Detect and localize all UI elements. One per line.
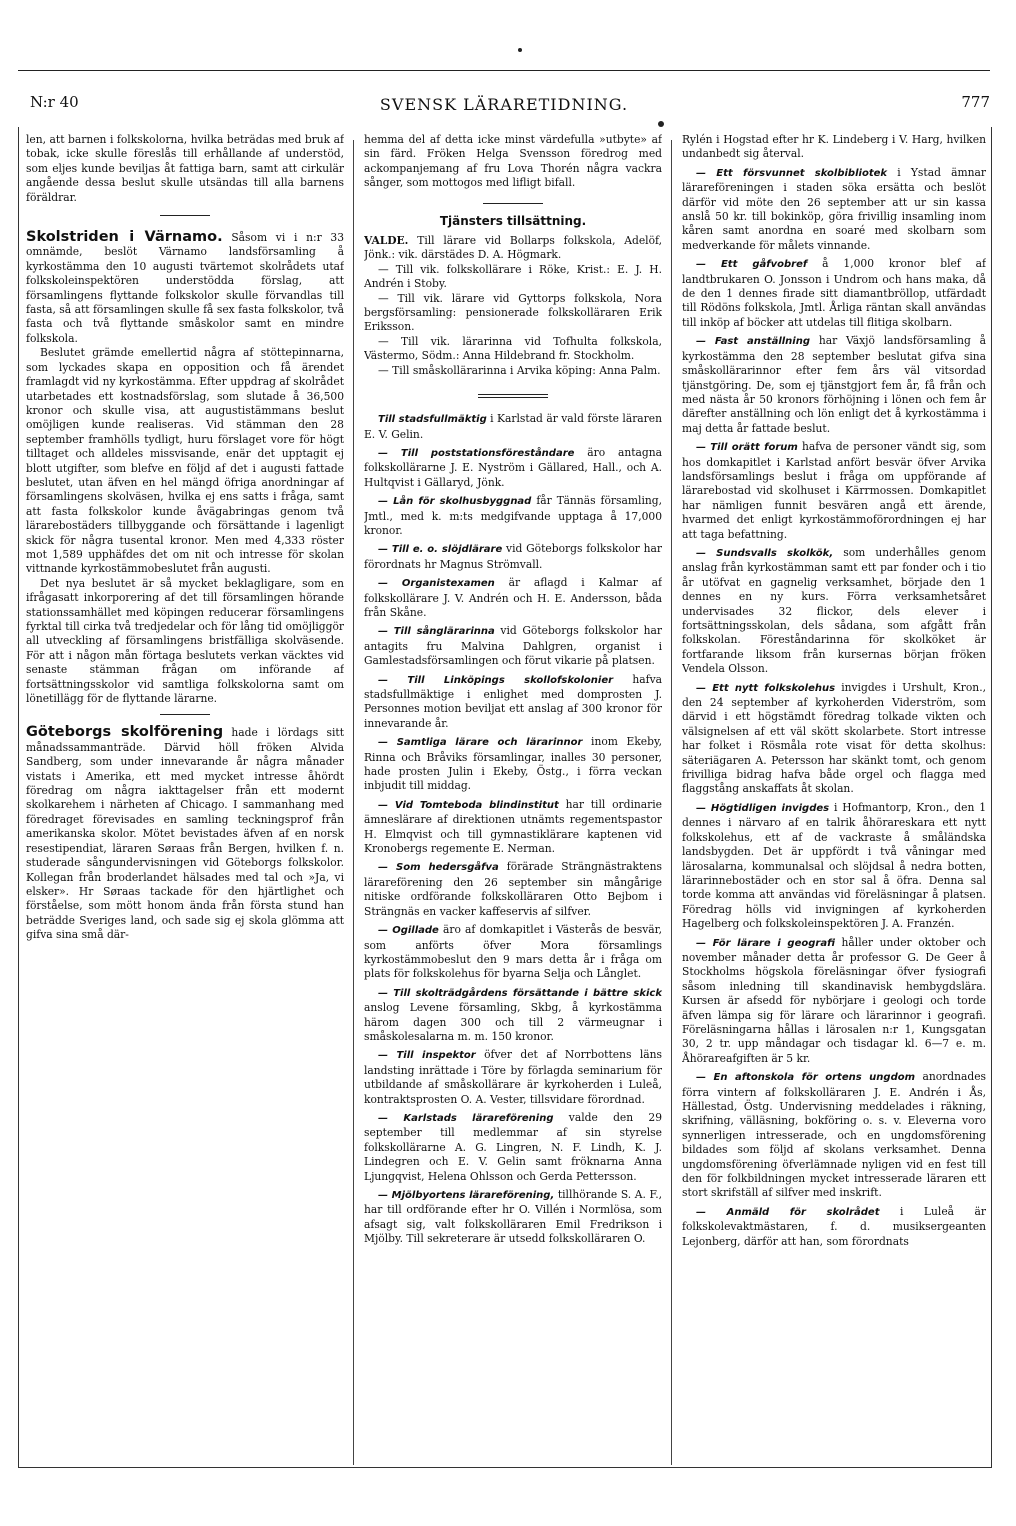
news-item: — Till inspektor öfver det af Norrbottens läns landsting inrättade i Töre by förlagda seminarium för utbildande af småskollärare är kyrkoherden i Luleå, kontraktsprosten O. A. Vester, tillsvidare förordnad. [364,1048,662,1106]
column-1 [26,133,344,1463]
varnamo-paragraph-2: Beslutet grämde emellertid några af stöttepinnarna, som lyckades skapa en opposition och få ärendet framlagdt vid ny kyrkostämma. Efter uppdrag af skolrådet utarbetades ett kostnadsförslag, som slutade å 36,500 kronor och skulle visa, att augustistämmans beslut omöjligen kunde realiseras. Vid stämman den 28 september framhölls tydligt, huru förslaget vore för högt tilltaget och alldeles missvisande, enär det upptagit ej blott utgifter, som blefve en följd af det i augusti fattade beslutet, utan äfven en hel mängd öfriga anordningar af församlingens skolväsen, hvilka ej ens satts i fråga, samt att fasta folkskolor kunde åvägabringas genom två lärarebostäders tillbyggande och försättande i lagenligt skick för några tusental kronor. Men med 4,333 röster mot 1,589 upphäfdes det om nit och intresse för skolan vittnande kyrkostämmobeslutet från augusti. [26,346,344,576]
news-item: — Samtliga lärare och lärarinnor inom Ekeby, Rinna och Bråviks församlingar, inalles 30 personer, hade prosten Julin i Ekeby, Östg., i förra veckan inbjudit till middag. [364,735,662,793]
news-item: — Till orätt forum hafva de personer vändt sig, som hos domkapitlet i Karlstad anfört besvär öfver Arvika landsförsamlings beslut i fråga om uppförande af lärarebostad vid skolhuset i Kärrmossen. Domkapitlet har nämligen funnit besvären angå ett ärende, hvarmed det enligt kyrkostämmoförordningen ej har att taga befattning. [682,440,986,541]
news-item: — Som hedersgåfva förärade Strängnästraktens lärareförening den 26 september sin mångårige nitiske ordförande folkskolläraren Otto Bejbom i Strängnäs en vacker kaffeservis af silfver. [364,860,662,918]
page-header [18,70,990,127]
column-3 [682,133,986,1463]
article-varnamo [26,230,344,346]
valde-entry-3: — Till vik. lärare vid Gyttorps folkskola, Nora bergsförsamling: pensionerade folkskolläraren Erik Eriksson. [364,291,662,334]
news-item: — Vid Tomteboda blindinstitut har till ordinarie ämneslärare af direktionen utnämts regementspastor H. Elmqvist och till gymnastiklärare kaptenen vid Kronobergs regemente E. Nerman. [364,797,662,856]
news-item: — Till e. o. slöjdlärare vid Göteborgs folkskolor har förordnats hr Magnus Strömvall. [364,542,662,571]
news-item: — Ett gåfvobref å 1,000 kronor blef af landtbrukaren O. Jonsson i Undrom och hans maka, då de den 1 dennes firade sitt diamantbröllop, utfärdadt till Rödöns folkskola, Jmtl. Årliga räntan skall användas till inköp af böcker att utdelas till flitiga skolbarn. [682,257,986,329]
news-item: — Till skolträdgårdens försättande i bättre skick anslog Levene församling, Skbg, å kyrkostämma härom dagen 300 och till 2 värmeugnar i småskolesalarna m. m. 150 kronor. [364,987,662,1043]
news-item: — Ogillade äro af domkapitlet i Västerås de besvär, som anförts öfver Mora församlings kyrkostämmobeslut den 9 mars detta år i fråga om plats för folkskolehus för byarna Selja och Långlet. [364,923,662,981]
news-item: — Till Linköpings skollofskolonier hafva stadsfullmäktige i enlighet med domprosten J. Personnes motion beviljat ett anslag af 300 kronor för innevarande år. [364,672,662,730]
double-rule [478,394,548,398]
print-speck-top [518,48,522,52]
goteborg-paragraph-1: hade i lördags sitt månadssammanträde. Därvid höll fröken Alvida Sandberg, som under innevarande år några månader vistats i Amerika, ett med mycket intresse åhördt föredrag om några iakttagelser från ett modernt skolkarehem i närheten af Chicago. I sammanhang med föredraget förevisades en samling teckningsprof från amerikanska skolor. Mötet bevistades äfven af en norsk resestipendiat, läraren Søraas från Bergen, hvilken f. n. studerade sångundervisningen vid Göteborgs folkskolor. Kollegan från broderlandet hälsades med tal och »Ja, vi elsker». Hr Søraas tackade för den hjärtlighet och förståelse, som mött honom ända från första stund han beträdde Sveriges land, och sade sig ej skola glömma att gifva sina små där- [26,726,344,942]
valde-entry-5: — Till småskollärarinna i Arvika köping: Anna Palm. [378,363,661,377]
news-item: — Till poststationsföreståndare äro antagna folkskollärarne J. E. Nyström i Gällared, Hall., och A. Hultqvist i Gällaryd, Jönk. [364,445,662,489]
headline-goteborg: Göteborgs skolförening [26,724,224,741]
news-item: — Mjölbyortens lärareförening, tillhörande S. A. F., har till ordförande efter hr O. Villén i Normlösa, som afsagt sig, valt folkskolläraren Emil Fredrikson i Mjölby. Till sekreterare är utsedd folkskolläraren O. [364,1188,662,1246]
news-item: — För lärare i geografi håller under oktober och november månader detta år professor G. De Geer å Stockholms högskola föreläsningar öfver fysiografi såsom inledning till skandinavisk hembygdslära. Kursen är afsedd för nybörjare i geologi och torde äfven lämpa sig för lärare och lärarinnor i geografi. Föreläsningarna hållas i lärosalen n:r 1, Kungsgatan 30, 2 tr. upp måndagar och tisdagar kl. 6—7 e. m. Åhörareafgiften är 5 kr. [682,935,986,1065]
page-number: 777 [961,93,990,111]
goteborg-continuation: hemma del af detta icke minst värdefulla »utbyte» af sin färd. Fröken Helga Svensson föredrog med ackompanjemang af fru Lova Thorén några vackra sånger, som mottogos med lifligt bifall. [364,133,662,190]
valde-entry-2: — Till vik. folkskollärare i Röke, Krist.: E. J. H. Andrén i Stoby. [364,262,662,291]
article-goteborg [26,725,344,942]
news-item: — Karlstads lärareförening valde den 29 september till medlemmar af sin styrelse folkskollärarne A. G. Lingren, N. F. Lindh, K. J. Lindegren och E. V. Gelin samt fröknarna Anna Ljungqvist, Helena Ohlsson och Gerda Pettersson. [364,1110,662,1183]
news-item: — Till sånglärarinna vid Göteborgs folkskolor har antagits fru Malvina Dahlgren, organist i Gamlestadsförsamlingen och förut vikarie på platsen. [364,624,662,668]
headline-varnamo: Skolstriden i Värnamo. [26,229,223,246]
mjolby-continuation: Rylén i Hogstad efter hr K. Lindeberg i V. Harg, hvilken undanbedt sig återval. [682,133,986,161]
news-item: — Sundsvalls skolkök, som underhålles genom anslag från kyrkostämman samt ett par fonder och i tio år utöfvat en gagnelig verksamhet, började den 1 dennes en ny kurs. Förra verksamhetsåret undervisades 32 flickor, dels elever i fortsättningsskolan, dels sådana, som afgått från folkskolan. Föreståndarinna för skolköket är fortfarande liksom från kursernas början fröken Vendela Olsson. [682,545,986,676]
issue-number: N:r 40 [30,93,79,111]
varnamo-paragraph-3: Det nya beslutet är så mycket beklagligare, som en ifrågasatt inkorporering af det till församlingen hörande stationssamhället med köpingen reducerar församlingens fyrktal till cirka två tredjedelar och för lång tid omöjliggör all utveckling af församlingens bristfälliga skolväsende. För att i någon mån förtaga beslutets verkan väcktes vid senaste stämman frågan om införande af fortsättningsskolor vid samtliga folkskolorna samt om lönetillägg för de flyttande lärarne. [26,576,344,706]
news-item: — Ett nytt folkskolehus invigdes i Urshult, Kron., den 24 september af kyrkoherden Viderström, som därvid i ett högstämdt föredrag tolkade vikten och välsignelsen af ett väl skött skolarbete. Stort intresse har folket i Rösmåla rote visat för detta skolhus: säteriägaren A. Petersson har skänkt tomt, och genom frivilliga bidrag hafva både orgel och flagga med flaggstång anskaffats åt skolan. [682,680,986,796]
news-item: — Anmäld för skolrådet i Luleå är folkskolevaktmästaren, f. d. musiksergeanten Lejonberg, därför att han, som förordnats [682,1204,986,1248]
article-continuation: len, att barnen i folkskolorna, hvilka beträdas med bruk af tobak, icke skulle föreslås till erhållande af understöd, som eljes kunde beviljas åt fattiga barn, samt att cirkulär angående dessa beslut skulle utsändas till alla barnens föräldrar. [26,133,344,204]
valde-label: VALDE. [364,234,409,248]
article-rule [160,714,210,715]
news-item: — Högtidligen invigdes i Hofmantorp, Kron., den 1 dennes i närvaro af en talrik åhörareskara ett nytt folkskolehus, ett af de vackraste å småländska landsbygden. Det är uppfördt i två våningar med lärosalarna, kommunalsal och slöjdsal å nedra botten, lärarinnebostäder och en stor sal å öfra. Denna sal torde komma att användas vid föreläsningar å platsen. Föredrag hölls vid invigningen af kyrkoherden Hagelberg och folkskoleinspektören J. A. Franzén. [682,800,986,931]
section-title-appointments: Tjänsters tillsättning. [439,213,587,228]
article-rule [160,215,210,216]
news-item: Till stadsfullmäktig i Karlstad är vald förste läraren E. V. Gelin. [364,412,662,441]
column-divider-2 [671,140,672,1465]
news-item: — Ett försvunnet skolbibliotek i Ystad ämnar lärareföreningen i staden söka ersätta och beslöt därför vid möte den 26 september att ur sin kassa anslå 50 kr. till bokinköp, göra frivillig insamling inom kåren samt anordna en soaré med skolbarn som medverkande för målets vinnande. [682,165,986,252]
valde-entry-4: — Till vik. lärarinna vid Tofhulta folkskola, Västermo, Södm.: Anna Hildebrand fr. Stockholm. [364,334,662,363]
news-item: — En aftonskola för ortens ungdom anordnades förra vintern af folkskolläraren J. E. Andrén i Ås, Hällestad, Östg. Undervisning meddelades i räkning, skrifning, välläsning, bokföring o. s. v. Eleverna voro synnerligen intresserade, och en ungdomsförening bildades som följd af skolans verksamhet. Denna ungdomsförening öfverlämnade nyligen vid en fest till den för folkbildningen mycket intresserade läraren ett stort skrifställ af silfver med inskrift. [682,1070,986,1200]
publication-title: SVENSK LÄRARETIDNING. [379,95,629,114]
news-item: — Organistexamen är aflagd i Kalmar af folkskollärare J. V. Andrén och H. E. Andersson, båda från Skåne. [364,576,662,619]
news-item: — Fast anställning har Växjö landsförsamling å kyrkostämma den 28 september beslutat gifva sina småskollärarinnor efter fem års väl vitsordad tjänstgöring. De, som ej tjänstgjort fem år, få från och med nästa år 50 kronors förhöjning i lönen och fem år därefter anställning och lön enligt det å kyrkostämma i maj detta år fattade beslut. [682,334,986,435]
column-2 [364,133,662,1463]
varnamo-paragraph-1: Såsom vi i n:r 33 omnämde, beslöt Värnamo landsförsamling å kyrkostämma den 10 augusti tvärtemot skolrådets utaf folkskoleinspektören understödda förslag, att församlingens flyttande folkskolor skulle förvandlas till fasta, så att församlingen skulle få sex fasta folkskolor, två fasta och två flyttande småskolor samt en mindre folkskola. [26,231,344,345]
valde-entry-1: VALDE. Till lärare vid Bollarps folkskola, Adelöf, Jönk.: vik. därstädes D. A. Högmark. [364,234,662,262]
column-divider-1 [353,140,354,1465]
section-rule [483,203,543,204]
news-item: — Lån för skolhusbyggnad får Tännäs församling, Jmtl., med k. m:ts medgifvande upptaga å 17,000 kronor. [364,494,662,537]
